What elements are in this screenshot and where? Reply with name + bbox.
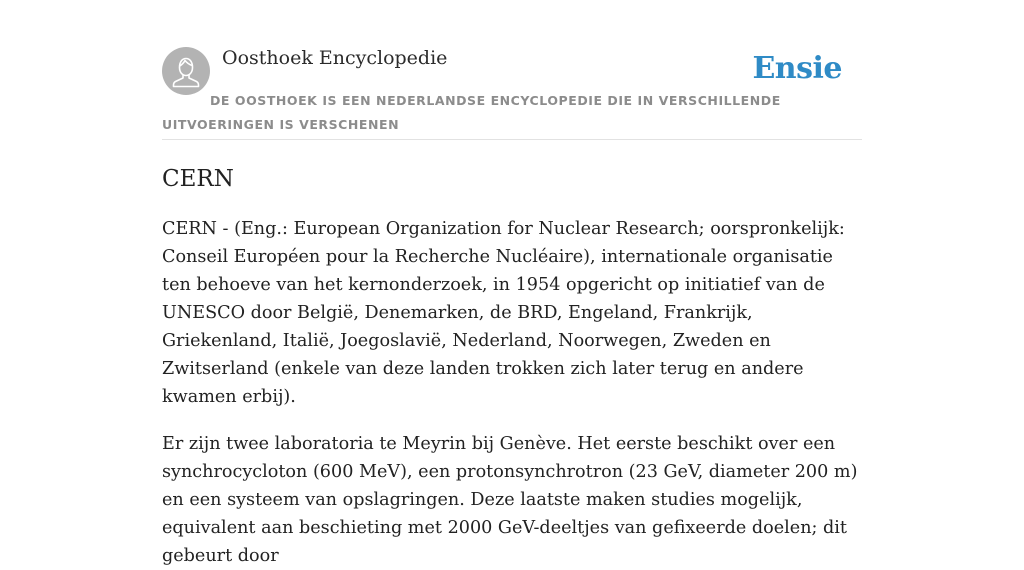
article-title: CERN — [162, 166, 234, 192]
source-name[interactable]: Oosthoek Encyclopedie — [222, 47, 448, 69]
article-body — [162, 215, 862, 570]
content-container — [162, 0, 862, 570]
article-paragraph: Er zijn twee laboratoria te Meyrin bij Genève. Het eerste beschikt over een synchrocycloton (600 MeV), een protonsynchrotron (23 GeV, diameter 200 m) en een systeem van opslagringen. Deze laatste maken studies mogelijk, equivalent aan beschieting met 2000 GeV-deeltjes van gefixeerde doelen; dit gebeurt door — [162, 434, 858, 566]
article-paragraph: CERN - (Eng.: European Organization for Nuclear Research; oorspronkelijk: Conseil Européen pour la Recherche Nucléaire), internationale organisatie ten behoeve van het kernonderzoek, in 1954 opgericht op initiatief van de UNESCO door België, Denemarken, de BRD, Engeland, Frankrijk, Griekenland, Italië, Joegoslavië, Nederland, Noorwegen, Zweden en Zwitserland (enkele van deze landen trokken zich later terug en andere kwamen erbij). — [162, 219, 845, 407]
user-placeholder-icon[interactable] — [162, 47, 210, 95]
source-tagline: DE OOSTHOEK IS EEN NEDERLANDSE ENCYCLOPEDIE DIE IN VERSCHILLENDE UITVOERINGEN IS VERSCHENEN — [162, 93, 781, 132]
source-header — [162, 0, 862, 140]
ensie-logo-link[interactable]: Ensie — [752, 51, 842, 86]
